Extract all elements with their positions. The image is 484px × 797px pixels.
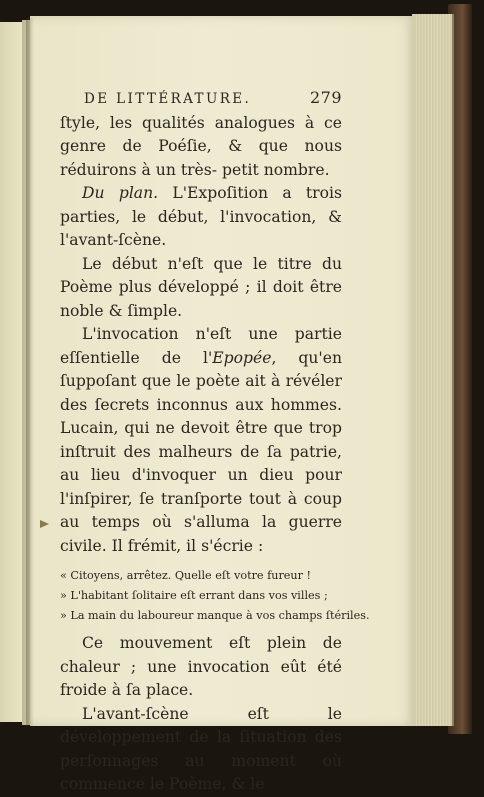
line: ſtyle, les qualités analogues à ce genre de: [60, 113, 342, 155]
invocation-end: , qu'en ſuppoſant que le poète ait à révéler des ſecrets inconnus aux hommes. Lucain, qui ne devoit être que trop inſtruit des malheurs de ſa patrie, au lieu d'invoquer un dieu pour l'inſpirer, ſe tranſporte tout à coup au temps où s'alluma la guerre civile. Il frémit, il s'écrie :: [60, 348, 342, 555]
page-edges: [412, 14, 454, 726]
quote-line: « Citoyens, arrêtez. Quelle eſt votre fureur !: [60, 569, 312, 582]
spine-shadow: [26, 18, 34, 726]
running-head: DE LITTÉRATURE.: [84, 91, 252, 107]
line: petit nombre.: [222, 160, 330, 179]
plan-text: L'Expoſition a trois parties, le début, l'invocation, & l'avant-ſcène.: [60, 184, 342, 249]
line: Poéſie, & que nous réduirons à un très-: [60, 137, 342, 179]
debut-paragraph: Le début n'eſt que le titre du Poème plus développé ; il doit être noble & ſimple.: [60, 254, 342, 320]
epopee-word: Epopée: [212, 348, 272, 367]
plan-heading: Du plan.: [82, 184, 159, 202]
plan-paragraph: [60, 182, 342, 253]
invocation-paragraph: [60, 323, 342, 558]
opening-paragraph: [60, 112, 342, 183]
page-number: 279: [309, 88, 342, 107]
avant-scene-paragraph: L'avant-ſcène eſt le développement de la ſituation des perſonnages au moment où commence le Poème, & le: [60, 704, 342, 793]
margin-mark: [40, 520, 49, 528]
quote-line: » La main du laboureur manque à vos champs ſtériles.: [60, 609, 370, 622]
invocation-start: L'invocation n'eſt une partie eſſentielle de l': [60, 325, 342, 367]
mouvement-paragraph: Ce mouvement eſt plein de chaleur ; une invocation eût été froide à ſa place.: [60, 634, 342, 699]
lucain-quote: [60, 566, 370, 626]
quote-line: » L'habitant ſolitaire eſt errant dans vos villes ;: [60, 589, 328, 602]
page-text: [60, 86, 370, 797]
running-header: [84, 86, 342, 112]
